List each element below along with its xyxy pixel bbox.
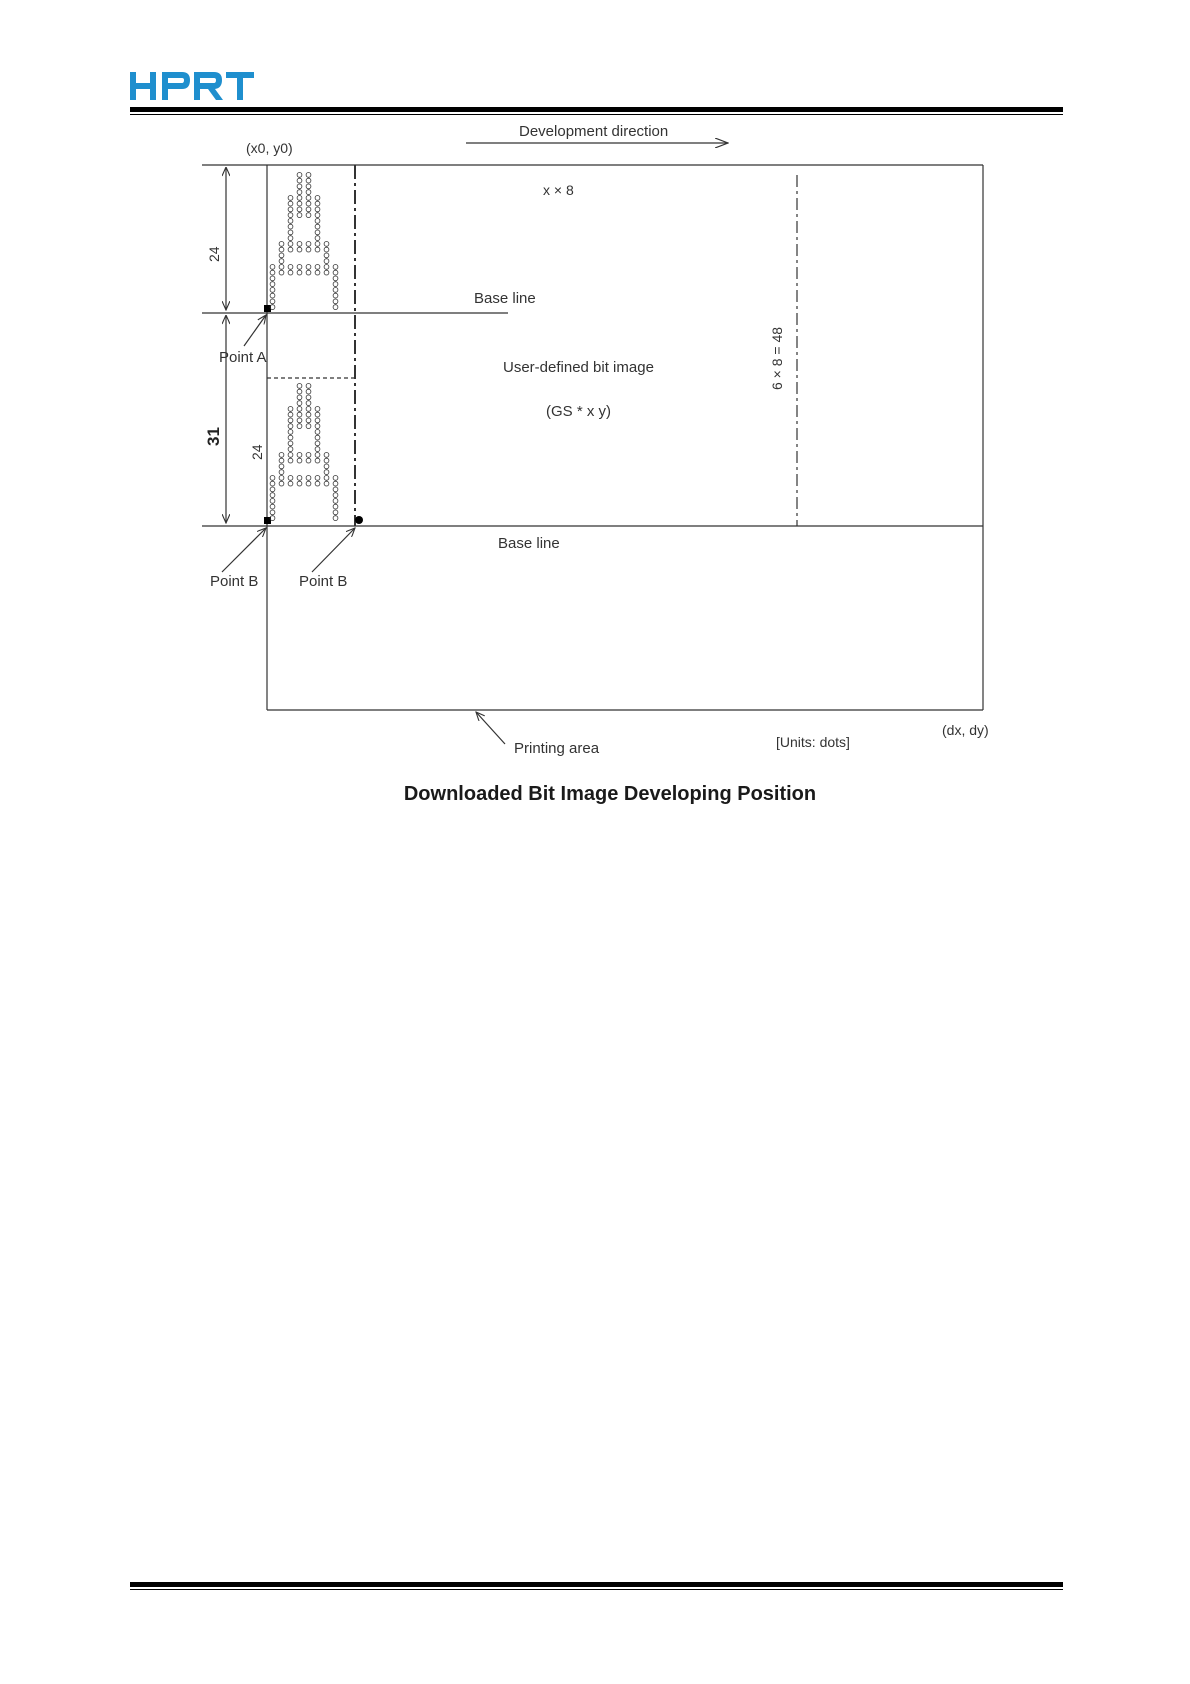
matrix-dot (306, 476, 311, 481)
matrix-dot (315, 430, 320, 435)
matrix-dot (279, 265, 284, 270)
matrix-dot (333, 516, 338, 521)
matrix-dot (315, 242, 320, 247)
matrix-dot (270, 282, 275, 287)
matrix-dot (315, 270, 320, 275)
matrix-dot (288, 418, 293, 423)
matrix-dot (306, 242, 311, 247)
matrix-dot (306, 201, 311, 206)
matrix-dot (306, 196, 311, 201)
matrix-dot (270, 493, 275, 498)
point-b-left-label: Point B (210, 573, 259, 590)
origin-label: (x0, y0) (246, 140, 293, 156)
base-line-bottom-label: Base line (498, 535, 560, 552)
user-defined-label: User-defined bit image (503, 359, 654, 376)
matrix-dot (324, 242, 329, 247)
matrix-dot (270, 510, 275, 515)
matrix-dot (288, 236, 293, 241)
matrix-dot (333, 293, 338, 298)
matrix-dot (315, 412, 320, 417)
point-b-right-marker (355, 516, 363, 524)
matrix-dot (333, 504, 338, 509)
matrix-dot (297, 270, 302, 275)
matrix-dot (306, 418, 311, 423)
matrix-dot (333, 276, 338, 281)
matrix-dot (297, 213, 302, 218)
matrix-dot (297, 424, 302, 429)
matrix-dot (333, 487, 338, 492)
matrix-dot (288, 481, 293, 486)
matrix-dot (315, 247, 320, 252)
matrix-dot (288, 201, 293, 206)
point-b-left-leader (222, 528, 266, 572)
development-direction-label: Development direction (519, 123, 669, 140)
matrix-dot (324, 247, 329, 252)
matrix-dot (324, 476, 329, 481)
matrix-dot (288, 458, 293, 463)
matrix-dot (297, 453, 302, 458)
units-label: [Units: dots] (776, 734, 850, 750)
matrix-dot (297, 401, 302, 406)
matrix-dot (315, 196, 320, 201)
matrix-dot (306, 178, 311, 183)
matrix-dot (288, 247, 293, 252)
matrix-dot (324, 259, 329, 264)
matrix-dot (270, 270, 275, 275)
matrix-dot (333, 510, 338, 515)
printing-area-label: Printing area (514, 740, 600, 757)
point-a-label: Point A (219, 349, 267, 366)
matrix-dot (279, 458, 284, 463)
matrix-dot (288, 230, 293, 235)
matrix-dot (306, 412, 311, 417)
matrix-dot (315, 435, 320, 440)
matrix-dot (306, 213, 311, 218)
base-line-top-label: Base line (474, 290, 536, 307)
matrix-dot (270, 288, 275, 293)
dot-matrix-char-bottom (270, 384, 338, 521)
dimension-31-label: 31 (204, 427, 223, 446)
matrix-dot (333, 282, 338, 287)
matrix-dot (288, 196, 293, 201)
bit-image-position-diagram (0, 0, 1190, 800)
matrix-dot (270, 481, 275, 486)
point-b-right-label: Point B (299, 573, 348, 590)
matrix-dot (270, 293, 275, 298)
matrix-dot (306, 407, 311, 412)
matrix-dot (315, 201, 320, 206)
corner-label: (dx, dy) (942, 722, 989, 738)
footer-rule-thin (130, 1589, 1063, 1590)
matrix-dot (270, 499, 275, 504)
matrix-dot (315, 458, 320, 463)
point-b-right-leader (312, 528, 355, 572)
matrix-dot (324, 253, 329, 258)
matrix-dot (333, 299, 338, 304)
matrix-dot (333, 305, 338, 310)
matrix-dot (333, 265, 338, 270)
matrix-dot (306, 265, 311, 270)
matrix-dot (324, 481, 329, 486)
matrix-dot (315, 236, 320, 241)
matrix-dot (288, 441, 293, 446)
matrix-dot (288, 224, 293, 229)
matrix-dot (279, 476, 284, 481)
matrix-dot (333, 493, 338, 498)
matrix-dot (315, 407, 320, 412)
matrix-dot (333, 499, 338, 504)
matrix-dot (324, 270, 329, 275)
matrix-dot (315, 224, 320, 229)
matrix-dot (324, 458, 329, 463)
matrix-dot (315, 481, 320, 486)
matrix-dot (288, 447, 293, 452)
matrix-dot (306, 184, 311, 189)
gs-command-label: (GS * x y) (546, 403, 612, 420)
matrix-dot (288, 407, 293, 412)
matrix-dot (279, 464, 284, 469)
matrix-dot (297, 476, 302, 481)
matrix-dot (279, 481, 284, 486)
matrix-dot (279, 270, 284, 275)
matrix-dot (288, 424, 293, 429)
matrix-dot (297, 196, 302, 201)
dot-matrix-char-top (270, 173, 338, 310)
matrix-dot (315, 453, 320, 458)
matrix-dot (315, 418, 320, 423)
matrix-dot (297, 178, 302, 183)
width-formula-label: x × 8 (543, 182, 574, 198)
dimension-24-bottom-label: 24 (249, 444, 265, 460)
matrix-dot (288, 430, 293, 435)
matrix-dot (297, 201, 302, 206)
matrix-dot (306, 458, 311, 463)
matrix-dot (279, 253, 284, 258)
matrix-dot (306, 190, 311, 195)
matrix-dot (315, 424, 320, 429)
dimension-24-top-label: 24 (206, 246, 222, 262)
matrix-dot (306, 424, 311, 429)
matrix-dot (333, 476, 338, 481)
matrix-dot (288, 265, 293, 270)
matrix-dot (306, 270, 311, 275)
matrix-dot (297, 265, 302, 270)
height-formula-label: 6 × 8 = 48 (769, 326, 785, 390)
matrix-dot (279, 242, 284, 247)
matrix-dot (306, 389, 311, 394)
matrix-dot (315, 447, 320, 452)
figure-caption: Downloaded Bit Image Developing Position (403, 783, 817, 805)
matrix-dot (333, 270, 338, 275)
matrix-dot (297, 407, 302, 412)
matrix-dot (324, 453, 329, 458)
matrix-dot (288, 242, 293, 247)
matrix-dot (315, 441, 320, 446)
matrix-dot (288, 453, 293, 458)
matrix-dot (306, 481, 311, 486)
matrix-dot (333, 481, 338, 486)
matrix-dot (306, 384, 311, 389)
matrix-dot (297, 412, 302, 417)
matrix-dot (324, 470, 329, 475)
matrix-dot (288, 219, 293, 224)
matrix-dot (297, 389, 302, 394)
matrix-dot (279, 259, 284, 264)
matrix-dot (315, 213, 320, 218)
matrix-dot (279, 470, 284, 475)
matrix-dot (288, 270, 293, 275)
matrix-dot (279, 247, 284, 252)
matrix-dot (306, 395, 311, 400)
matrix-dot (297, 184, 302, 189)
matrix-dot (324, 464, 329, 469)
matrix-dot (306, 207, 311, 212)
matrix-dot (288, 412, 293, 417)
matrix-dot (279, 453, 284, 458)
matrix-dot (297, 247, 302, 252)
matrix-dot (297, 207, 302, 212)
printing-area-leader (476, 712, 505, 744)
matrix-dot (315, 265, 320, 270)
matrix-dot (306, 401, 311, 406)
matrix-dot (306, 247, 311, 252)
matrix-dot (306, 453, 311, 458)
point-a-leader (244, 315, 266, 346)
matrix-dot (270, 504, 275, 509)
matrix-dot (297, 395, 302, 400)
matrix-dot (333, 288, 338, 293)
matrix-dot (315, 207, 320, 212)
matrix-dot (324, 265, 329, 270)
matrix-dot (270, 487, 275, 492)
matrix-dot (315, 219, 320, 224)
matrix-dot (270, 265, 275, 270)
matrix-dot (315, 476, 320, 481)
matrix-dot (270, 299, 275, 304)
matrix-dot (297, 190, 302, 195)
matrix-dot (270, 276, 275, 281)
matrix-dot (288, 207, 293, 212)
matrix-dot (288, 476, 293, 481)
matrix-dot (297, 458, 302, 463)
footer-rule-thick (130, 1582, 1063, 1587)
matrix-dot (288, 213, 293, 218)
matrix-dot (306, 173, 311, 178)
matrix-dot (270, 476, 275, 481)
matrix-dot (315, 230, 320, 235)
matrix-dot (297, 481, 302, 486)
matrix-dot (297, 418, 302, 423)
matrix-dot (297, 242, 302, 247)
matrix-dot (288, 435, 293, 440)
matrix-dot (297, 384, 302, 389)
matrix-dot (297, 173, 302, 178)
